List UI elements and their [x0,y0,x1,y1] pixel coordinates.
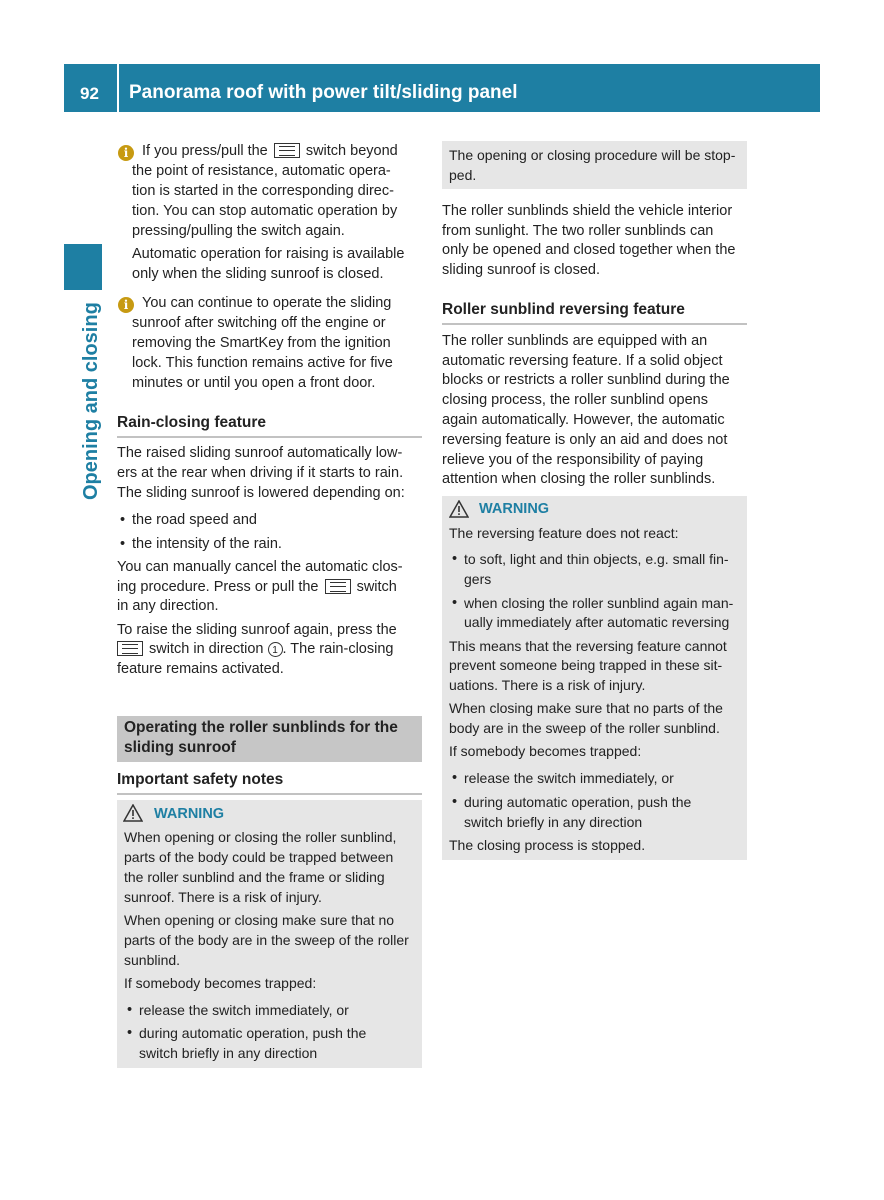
body-text-line: attention when closing the roller sunblinds. [442,471,716,487]
list-item: switch briefly in any direction [139,1045,318,1061]
body-text-line: The roller sunblinds shield the vehicle interior [442,203,733,219]
bullet: • [452,770,458,786]
info-text-line: only when the sliding sunroof is closed. [132,266,384,282]
warning-text-line: sunroof. There is a risk of injury. [124,889,322,905]
side-tab-marker [64,244,102,290]
body-text-line: in any direction. [117,598,219,614]
warning-text-line: prevent someone being trapped in these sit- [449,657,723,673]
info-text-line: If you press/pull the switch beyond [142,143,398,159]
body-text-line: You can manually cancel the automatic clos- [117,559,403,575]
warning-triangle-icon [123,804,143,822]
body-text-line: The raised sliding sunroof automatically low- [117,445,403,461]
circled-number-icon: 1 [268,642,283,657]
warning-text-line: uations. There is a risk of injury. [449,677,646,693]
warning-text-line: If somebody becomes trapped: [124,975,317,991]
warning-text-line: body are in the sweep of the roller sunblind. [449,720,720,736]
body-text-line: sliding sunroof is closed. [442,262,600,278]
warning-title: WARNING [154,806,225,822]
heading-rule [117,793,422,795]
body-text-line: feature remains activated. [117,661,284,677]
list-item: gers [464,571,492,587]
info-text-line: You can continue to operate the sliding [142,295,392,311]
list-item: release the switch immediately, or [139,1002,349,1018]
bullet: • [127,1002,133,1018]
list-item: the road speed and [132,512,257,528]
switch-icon [117,641,143,656]
section-title-line: sliding sunroof [124,739,236,756]
side-tab-label: Opening and closing [80,302,102,500]
body-text-line: reversing feature is only an aid and does not [442,432,728,448]
warning-triangle-icon [449,500,469,518]
body-text-line: only be opened and closed together when the [442,242,736,258]
page-title: Panorama roof with power tilt/sliding panel [129,82,518,103]
list-item: during automatic operation, push the [139,1025,367,1041]
page-number: 92 [80,84,99,103]
body-text-line: To raise the sliding sunroof again, press the [117,622,397,638]
switch-icon [325,579,351,594]
bullet: • [120,536,126,552]
bullet: • [452,595,458,611]
header-divider [117,64,119,112]
warning-text-line: the roller sunblind and the frame or sliding [124,869,385,885]
body-text-line: ing procedure. Press or pull the switch [117,579,397,595]
body-text-line: closing process, the roller sunblind opens [442,392,708,408]
body-text-line: relieve you of the responsibility of paying [442,452,704,468]
important-safety-notes-heading: Important safety notes [117,771,284,788]
section-heading-reversing: Roller sunblind reversing feature [442,301,685,318]
list-item: during automatic operation, push the [464,794,692,810]
body-text-line: from sunlight. The two roller sunblinds can [442,223,714,239]
switch-icon [274,143,300,158]
info-text-line: minutes or until you open a front door. [132,375,376,391]
warning-text-line: When opening or closing the roller sunblind, [124,829,397,845]
info-text-line: tion. You can stop automatic operation by [132,203,398,219]
bullet: • [127,1025,133,1041]
heading-rule [442,323,747,325]
list-item: when closing the roller sunblind again man- [464,595,734,611]
note-text-line: ped. [449,167,477,183]
bullet: • [120,512,126,528]
section-title-line: Operating the roller sunblinds for the [124,719,398,736]
list-item: switch briefly in any direction [464,814,643,830]
warning-text-line: When closing make sure that no parts of the [449,700,723,716]
bullet: • [452,794,458,810]
body-text-line: ers at the rear when driving if it starts to rain. [117,465,404,481]
info-text-line: lock. This function remains active for five [132,355,393,371]
info-text-line: sunroof after switching off the engine or [132,315,386,331]
info-text-line: Automatic operation for raising is available [132,246,405,262]
body-text-line: again automatically. However, the automatic [442,412,725,428]
body-text-line: switch in direction 1 . The rain-closing [117,640,393,660]
warning-text-line: sunblind. [124,952,181,968]
info-text-line: tion is started in the corresponding direc- [132,183,394,199]
note-text-line: The opening or closing procedure will be stop- [449,147,736,163]
info-icon: i [118,297,134,313]
section-heading-rain-closing: Rain-closing feature [117,414,266,431]
info-icon: i [118,145,134,161]
warning-text-line: This means that the reversing feature cannot [449,638,727,654]
body-text-line: The roller sunblinds are equipped with an [442,333,708,349]
list-item: ually immediately after automatic reversing [464,614,730,630]
warning-title: WARNING [479,501,550,517]
warning-text-line: The closing process is stopped. [449,837,646,853]
warning-text-line: If somebody becomes trapped: [449,743,642,759]
body-text-line: automatic reversing feature. If a solid object [442,353,723,369]
body-text-line: The sliding sunroof is lowered depending on: [117,485,405,501]
list-item: to soft, light and thin objects, e.g. small fin- [464,551,729,567]
body-text-line: blocks or restricts a roller sunblind during the [442,372,730,388]
warning-text-line: When opening or closing make sure that no [124,912,395,928]
info-text-line: the point of resistance, automatic opera- [132,163,391,179]
heading-rule [117,436,422,438]
list-item: release the switch immediately, or [464,770,674,786]
info-text-line: pressing/pulling the switch again. [132,223,345,239]
bullet: • [452,551,458,567]
warning-text-line: parts of the body could be trapped between [124,849,394,865]
warning-text-line: The reversing feature does not react: [449,525,679,541]
warning-text-line: parts of the body are in the sweep of the roller [124,932,409,948]
list-item: the intensity of the rain. [132,536,282,552]
info-text-line: removing the SmartKey from the ignition [132,335,391,351]
